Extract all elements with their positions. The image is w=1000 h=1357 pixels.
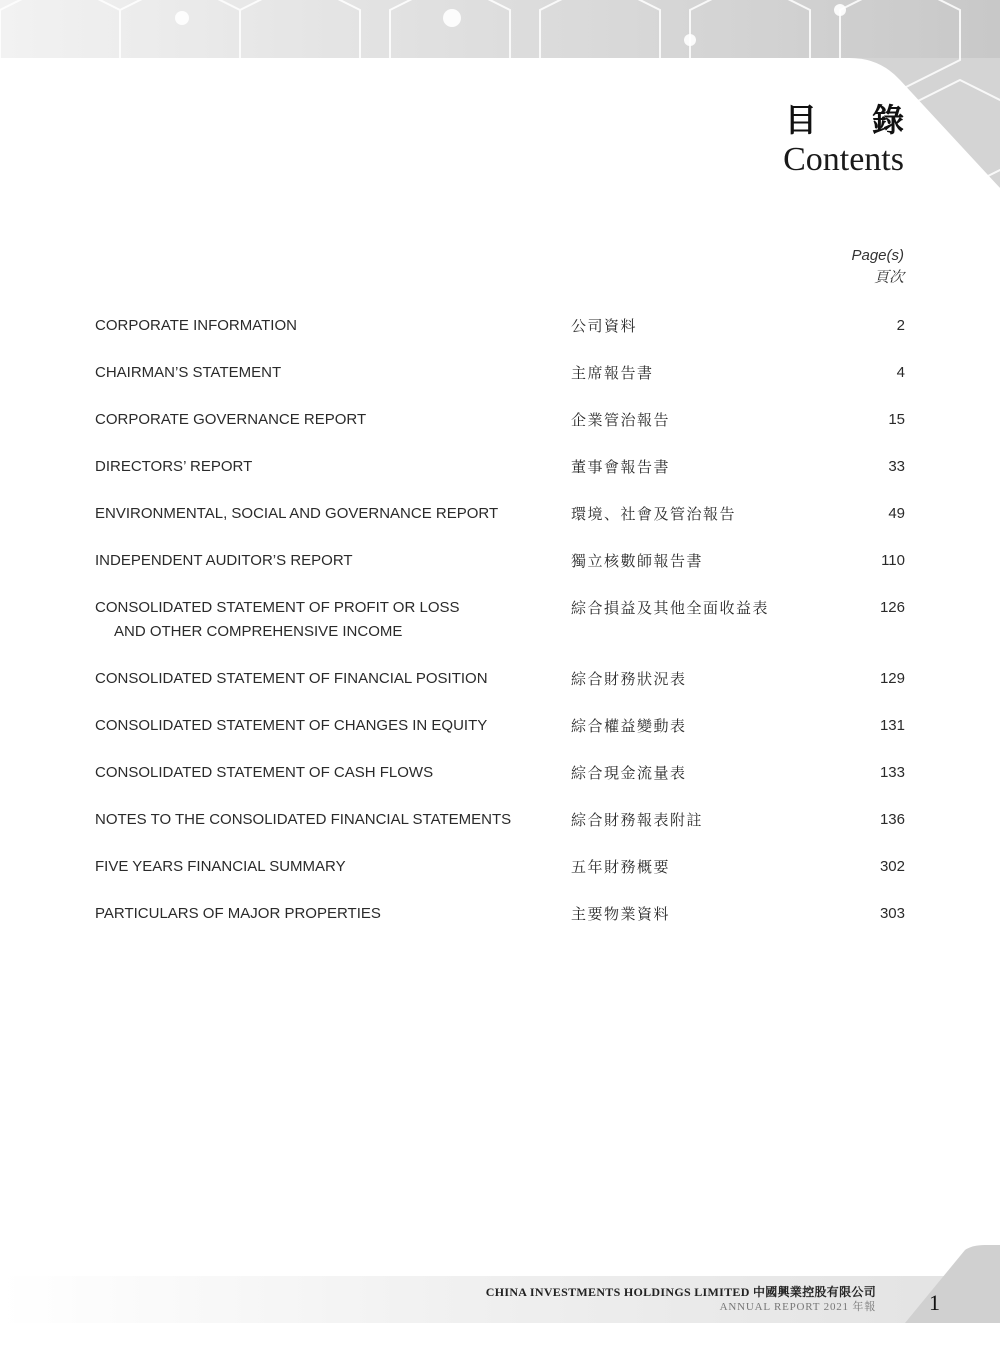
toc-entry-en-multiline <box>95 596 571 644</box>
toc-row[interactable] <box>95 549 905 573</box>
toc-entry-en: ENVIRONMENTAL, SOCIAL AND GOVERNANCE REPORT <box>95 505 499 522</box>
toc-page-number: 4 <box>896 364 905 381</box>
page-column-label-en: Page(s) <box>851 247 904 264</box>
footer-text <box>486 1285 876 1314</box>
toc-page-number: 136 <box>879 811 905 828</box>
toc-row[interactable] <box>95 314 905 338</box>
toc-page-number: 131 <box>879 717 905 734</box>
toc-entry-en: CORPORATE INFORMATION <box>95 317 297 334</box>
toc-entry-en: DIRECTORS’ REPORT <box>95 458 253 475</box>
footer-company-name: CHINA INVESTMENTS HOLDINGS LIMITED 中國興業控股有限公司 <box>485 1285 876 1299</box>
toc-entry-en: CONSOLIDATED STATEMENT OF CHANGES IN EQUITY <box>95 717 488 734</box>
toc-row[interactable] <box>95 408 905 432</box>
toc-row[interactable] <box>95 714 905 738</box>
toc-page-number: 129 <box>879 670 905 687</box>
toc-entry-cn: 獨立核數師報告書 <box>571 552 704 570</box>
page-column-header <box>851 245 904 289</box>
toc-row[interactable] <box>95 455 905 479</box>
table-of-contents <box>95 314 905 949</box>
toc-entry-en: CONSOLIDATED STATEMENT OF CASH FLOWS <box>95 764 434 781</box>
toc-entry-en: CHAIRMAN’S STATEMENT <box>95 364 282 381</box>
page-column-label-cn: 頁次 <box>873 269 904 286</box>
toc-entry-cn: 綜合財務報表附註 <box>571 811 704 829</box>
toc-entry-cn: 五年財務概要 <box>571 858 671 876</box>
toc-row[interactable] <box>95 902 905 926</box>
title-chinese: 目 錄 <box>784 101 926 139</box>
title-english: Contents <box>783 141 904 178</box>
toc-row[interactable] <box>95 667 905 691</box>
toc-page-number: 15 <box>888 411 905 428</box>
toc-page-number: 302 <box>879 858 905 875</box>
toc-entry-cn: 綜合損益及其他全面收益表 <box>571 599 770 617</box>
toc-page-number: 110 <box>881 552 905 569</box>
title-block <box>783 100 926 180</box>
toc-entry-cn: 主席報告書 <box>571 364 654 382</box>
toc-page-number: 33 <box>888 458 905 475</box>
toc-page-number: 126 <box>879 599 905 616</box>
toc-entry-en-line1: CONSOLIDATED STATEMENT OF PROFIT OR LOSS <box>95 599 460 616</box>
toc-entry-en: PARTICULARS OF MAJOR PROPERTIES <box>95 905 381 922</box>
toc-row[interactable] <box>95 808 905 832</box>
toc-entry-en: CONSOLIDATED STATEMENT OF FINANCIAL POSITION <box>95 670 488 687</box>
page-number: 1 <box>929 1290 940 1315</box>
toc-entry-en: INDEPENDENT AUDITOR’S REPORT <box>95 552 353 569</box>
toc-page-number: 49 <box>888 505 905 522</box>
toc-entry-cn: 企業管治報告 <box>571 411 671 429</box>
toc-page-number: 133 <box>879 764 905 781</box>
toc-entry-en: NOTES TO THE CONSOLIDATED FINANCIAL STATEMENTS <box>95 811 512 828</box>
toc-row[interactable] <box>95 502 905 526</box>
toc-entry-cn: 環境、社會及管治報告 <box>571 505 737 523</box>
toc-row[interactable] <box>95 761 905 785</box>
toc-page-number: 303 <box>879 905 905 922</box>
toc-page-number: 2 <box>896 317 905 334</box>
toc-entry-cn: 主要物業資料 <box>571 905 671 923</box>
toc-entry-en: CORPORATE GOVERNANCE REPORT <box>95 411 367 428</box>
toc-entry-cn: 綜合現金流量表 <box>571 764 687 782</box>
toc-row[interactable] <box>95 596 905 644</box>
toc-row[interactable] <box>95 855 905 879</box>
toc-entry-cn: 公司資料 <box>571 317 638 335</box>
toc-entry-cn: 綜合財務狀況表 <box>571 670 687 688</box>
toc-entry-cn: 董事會報告書 <box>571 458 671 476</box>
toc-row[interactable] <box>95 361 905 385</box>
toc-entry-en: FIVE YEARS FINANCIAL SUMMARY <box>95 858 346 875</box>
footer-report-title: ANNUAL REPORT 2021 年報 <box>719 1301 876 1313</box>
toc-entry-cn: 綜合權益變動表 <box>571 717 687 735</box>
toc-entry-en-line2: AND OTHER COMPREHENSIVE INCOME <box>114 623 403 640</box>
